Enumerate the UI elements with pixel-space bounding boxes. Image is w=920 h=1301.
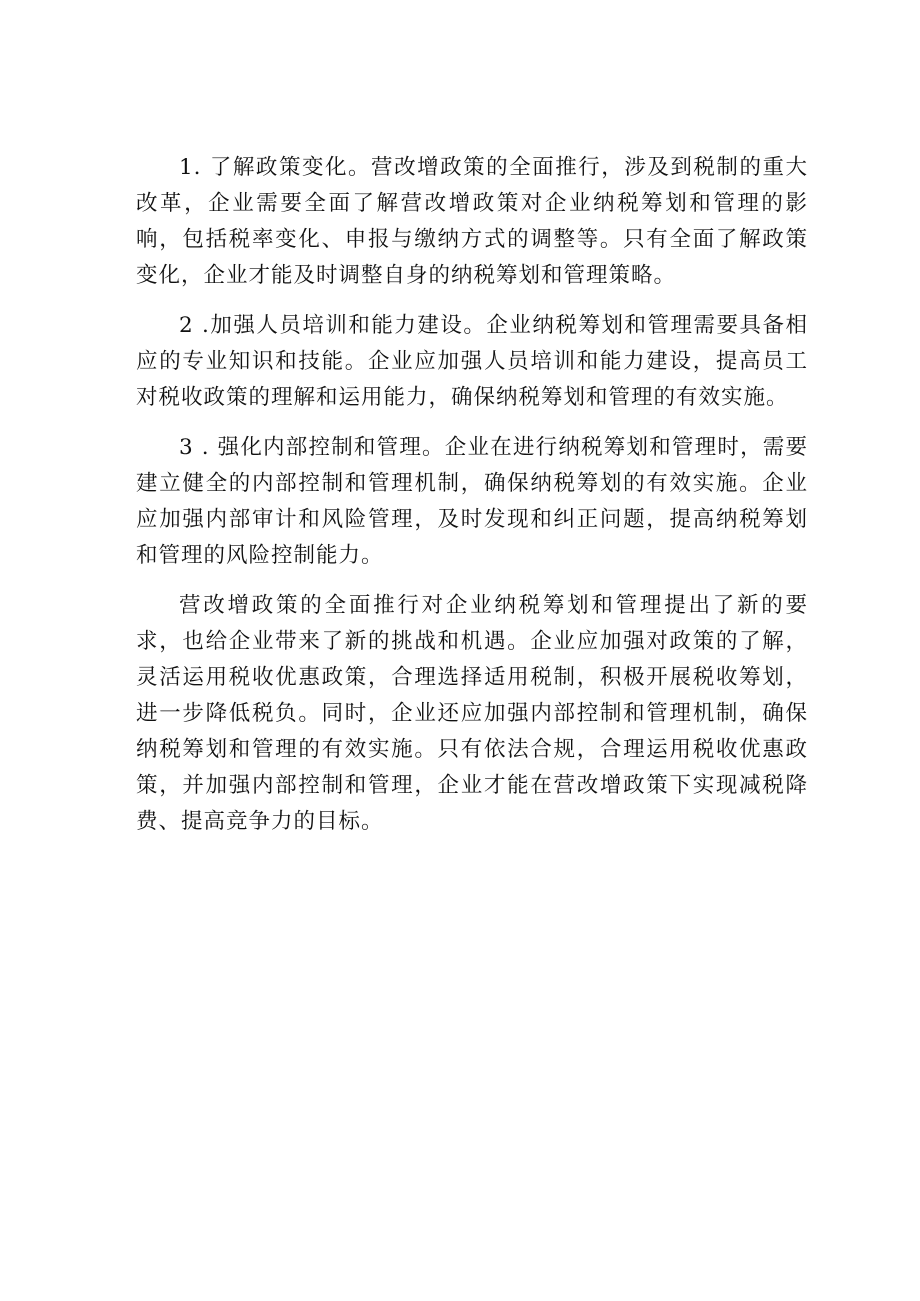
paragraph-understand-policy: 1. 了解政策变化。营改增政策的全面推行，涉及到税制的重大改革，企业需要全面了解营改增政策对企业纳税筹划和管理的影响，包括税率变化、申报与缴纳方式的调整等。只有全面了解政策变化，企业才能及时调整自身的纳税筹划和管理策略。 bbox=[136, 155, 808, 288]
paragraph-conclusion: 营改增政策的全面推行对企业纳税筹划和管理提出了新的要求，也给企业带来了新的挑战和机遇。企业应加强对政策的了解，灵活运用税收优惠政策，合理选择适用税制，积极开展税收筹划，进一步降低税负。同时，企业还应加强内部控制和管理机制，确保纳税筹划和管理的有效实施。只有依法合规，合理运用税收优惠政策，并加强内部控制和管理，企业才能在营改增政策下实现减税降费、提高竞争力的目标。 bbox=[136, 593, 808, 834]
paragraph-internal-control: 3 . 强化内部控制和管理。企业在进行纳税筹划和管理时，需要建立健全的内部控制和管理机制，确保纳税筹划的有效实施。企业应加强内部审计和风险管理，及时发现和纠正问题，提高纳税筹划和管理的风险控制能力。 bbox=[136, 435, 808, 568]
document-body bbox=[136, 150, 808, 854]
paragraph-staff-training: 2 .加强人员培训和能力建设。企业纳税筹划和管理需要具备相应的专业知识和技能。企业应加强人员培训和能力建设，提高员工对税收政策的理解和运用能力，确保纳税筹划和管理的有效实施。 bbox=[136, 313, 808, 410]
